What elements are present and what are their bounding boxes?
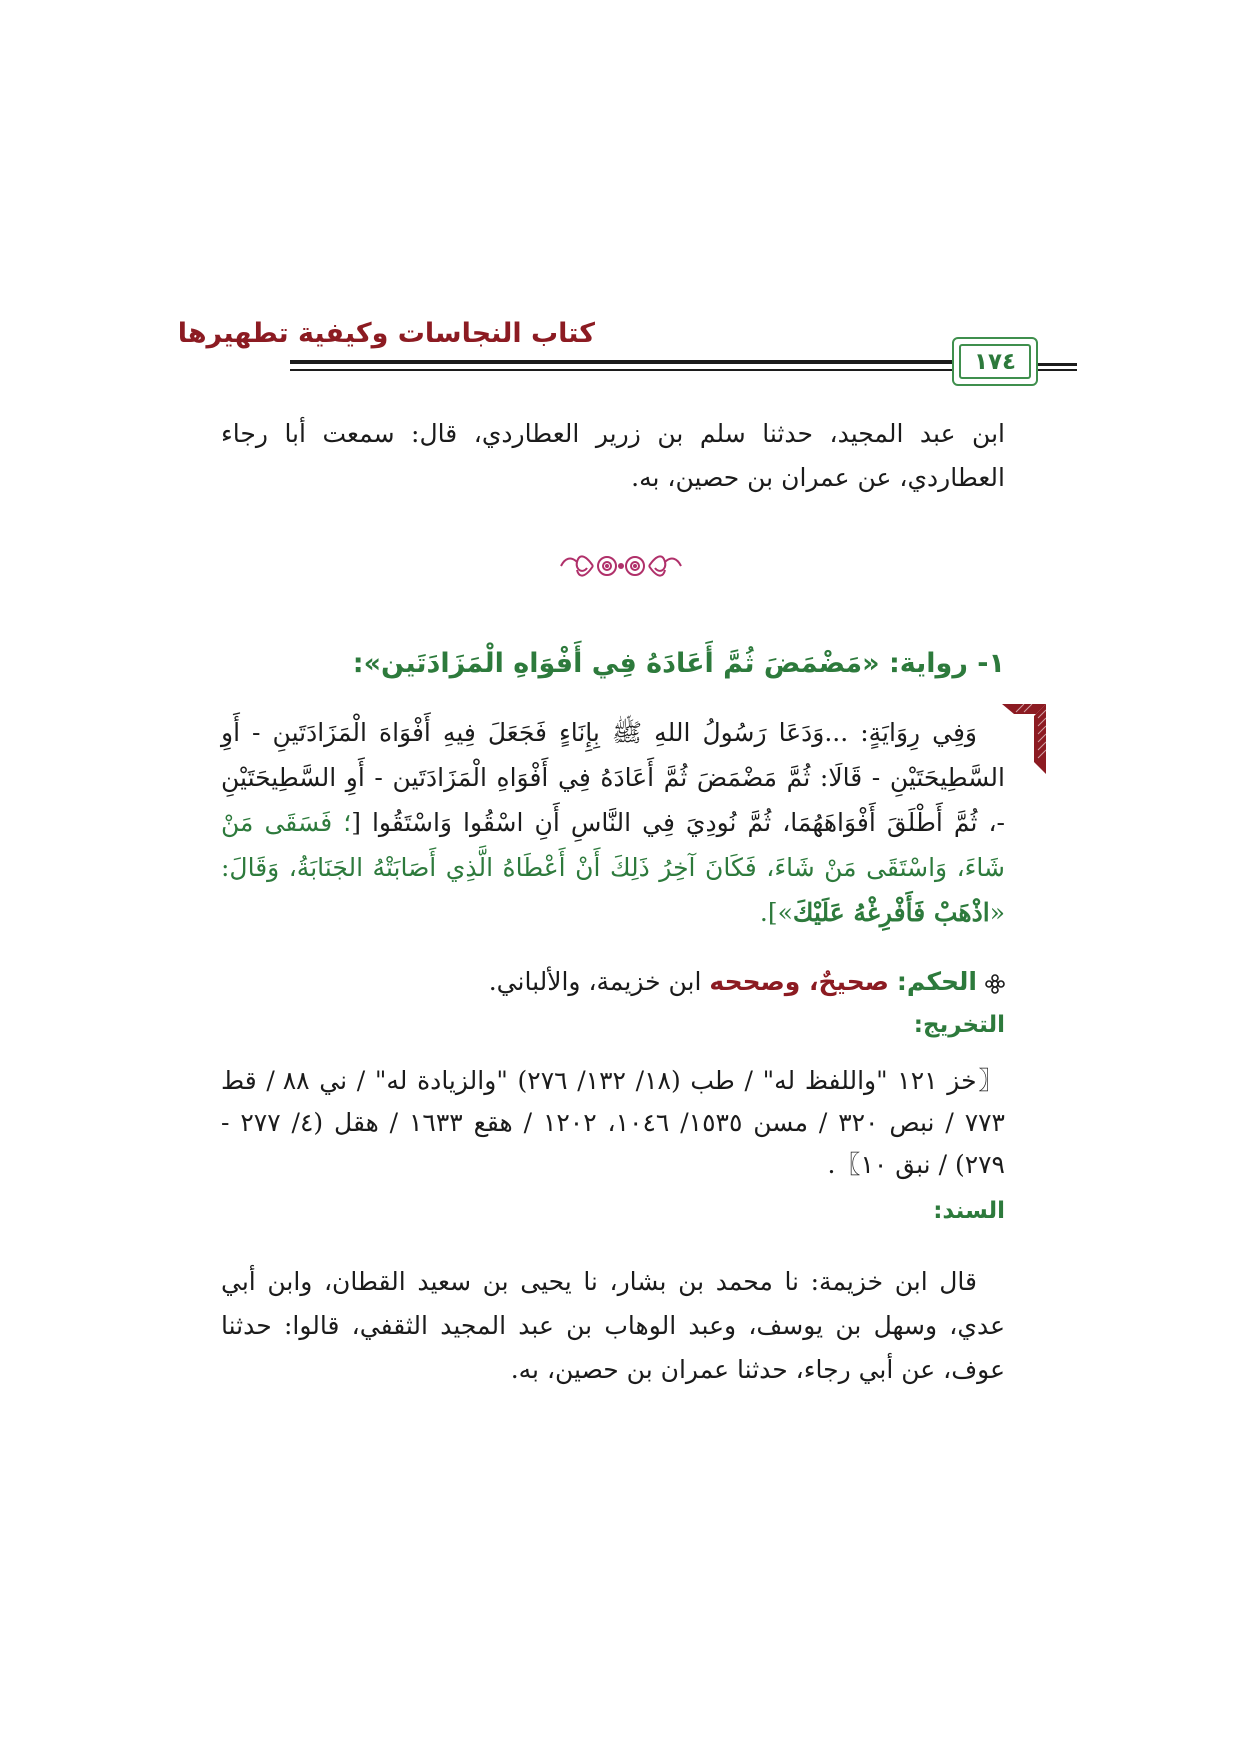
flower-bullet-icon [985, 974, 1005, 994]
narration-text: وَفِي رِوَايَةٍ: ...وَدَعَا رَسُولُ اللهِ ﷺ بِإِنَاءٍ فَجَعَلَ فِيهِ أَفْوَاهَ الْمَزَادَتَينِ - أَوِ السَّطِيحَتَيْنِ - قَالَا: ثُمَّ مَضْمَضَ ثُمَّ أَعَادَهُ فِي أَفْوَاهِ الْمَزَادَتَين - أَوِ السَّطِيحَتَيْنِ -، ثُمَّ أَطْلَقَ أَفْوَاهَهُمَا، ثُمَّ نُودِيَ فِي النَّاسِ أَنِ اسْقُوا وَاسْتَقُوا [ [221, 718, 1005, 837]
header-rule-thin [290, 369, 1002, 371]
sanad-label: السند: [933, 1198, 1005, 1224]
ruling-verdict: صحيحٌ، وصححه [709, 967, 889, 996]
book-title: كتاب النجاسات وكيفية تطهيرها [177, 318, 595, 349]
ruling-authorities: ابن خزيمة، والألباني. [488, 967, 702, 996]
narration-close: »]. [759, 898, 793, 927]
header-rule-thick [290, 360, 1002, 364]
separator-ornament-icon [555, 544, 687, 588]
header-rule-tail [1037, 363, 1077, 371]
narration-block [221, 710, 1005, 935]
section-title: رواية: «مَضْمَضَ ثُمَّ أَعَادَهُ فِي أَفْوَاهِ الْمَزَادَتَين»: [352, 648, 968, 679]
sanad-paragraph [221, 1260, 1005, 1392]
section-number: ١- [977, 648, 1005, 679]
narration-prophetic-words: اذْهَبْ فَأَفْرِغْهُ عَلَيْكَ [792, 898, 990, 927]
ruling-line [489, 962, 1005, 1002]
quote-corner-icon [1000, 702, 1048, 776]
sanad-text: قال ابن خزيمة: نا محمد بن بشار، نا يحيى بن سعيد القطان، وابن أبي عدي، وسهل بن يوسف، وعبد الوهاب بن عبد المجيد الثقفي، قالوا: حدثنا عوف، عن أبي رجاء، حدثنا عمران بن حصين، به. [221, 1267, 1005, 1384]
page-number: ١٧٤ [973, 348, 1017, 375]
narration-addition: ؛ فَسَقَى مَنْ شَاءَ، وَاسْتَقَى مَنْ شَاءَ، فَكَانَ آخِرُ ذَلِكَ أَنْ أَعْطَاهُ الَّذِي أَصَابَتْهُ الجَنَابَةُ، وَقَالَ: « [221, 808, 1005, 927]
continuation-paragraph: ابن عبد المجيد، حدثنا سلم بن زرير العطاردي، قال: سمعت أبا رجاء العطاردي، عن عمران بن حصين، به. [221, 419, 1005, 492]
ruling-label: الحكم: [896, 967, 977, 996]
takhrij-label: التخريج: [913, 1012, 1005, 1038]
section-heading [353, 648, 1005, 679]
takhrij-text: 〖خز ١٢١ "واللفظ له" / طب (١٨/ ١٣٢/ ٢٧٦) "والزيادة له" / ني ٨٨ / قط ٧٧٣ / نبص ٣٢٠ / مسن ١٥٣٥/ ١٠٤٦، ١٢٠٢ / هقع ١٦٣٣ / هقل (٤/ ٢٧٧ - ٢٧٩) / نبق ١٠〗. [221, 1066, 1006, 1179]
page-number-badge [952, 337, 1038, 386]
